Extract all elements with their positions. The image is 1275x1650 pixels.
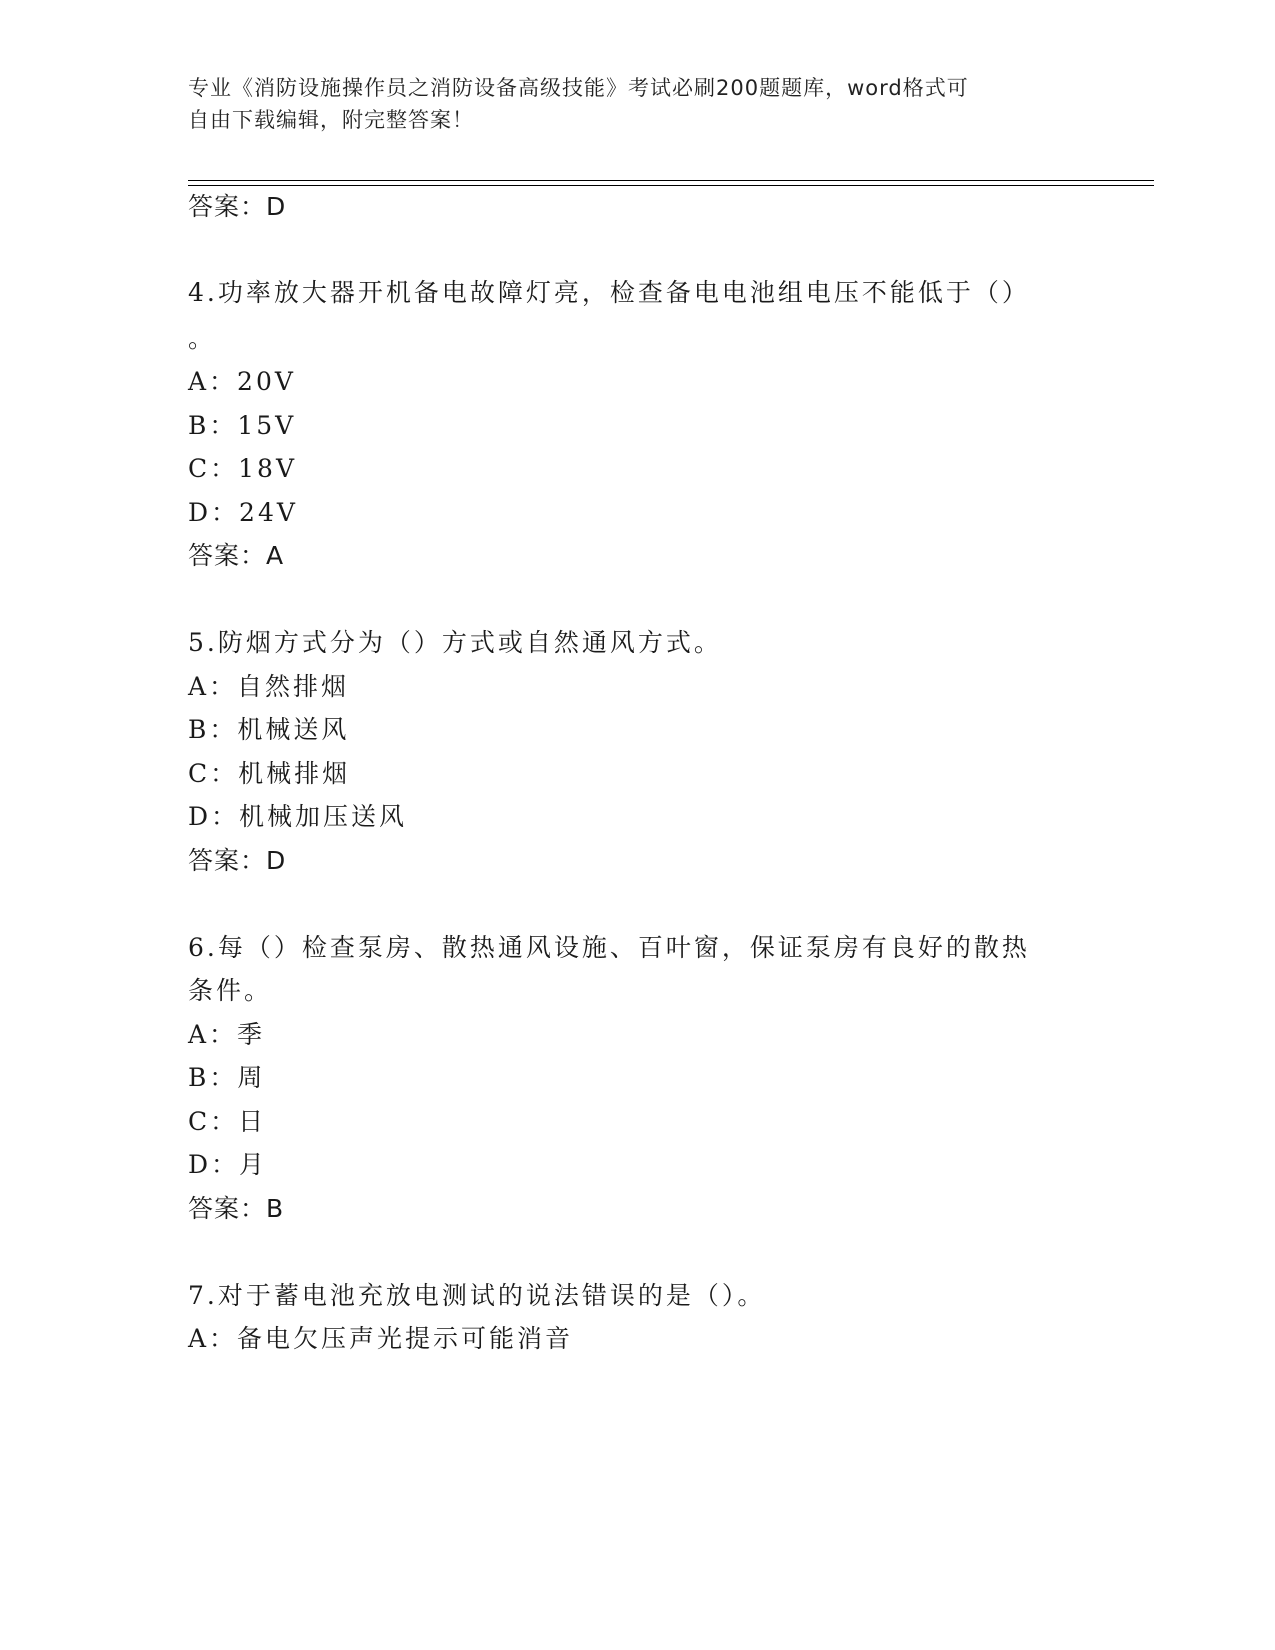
question-5-option-c: C：机械排烟 (188, 759, 351, 788)
question-4-stem-cont: 。 (188, 324, 217, 353)
question-5-option-b: B：机械送风 (188, 715, 350, 744)
question-5-option-d: D：机械加压送风 (188, 802, 408, 831)
document-header (188, 72, 1068, 136)
question-5-answer: 答案：D (188, 846, 287, 875)
previous-answer: 答案：D (188, 192, 287, 221)
header-divider-bottom (188, 185, 1154, 186)
header-line-1: 专业《消防设施操作员之消防设备高级技能》考试必刷200题题库，word格式可 (188, 76, 969, 100)
question-4-option-d: D：24V (188, 498, 298, 527)
question-4-answer: 答案：A (188, 541, 285, 570)
question-4-option-a: A：20V (188, 367, 296, 396)
question-4-option-b: B：15V (188, 411, 297, 440)
question-4-stem: 4.功率放大器开机备电故障灯亮，检查备电电池组电压不能低于（） (188, 278, 1030, 307)
header-line-2: 自由下载编辑，附完整答案！ (188, 108, 474, 132)
question-4-option-c: C：18V (188, 454, 297, 483)
question-5-stem: 5.防烟方式分为（）方式或自然通风方式。 (188, 628, 722, 657)
question-6-option-b: B：周 (188, 1063, 266, 1092)
question-6-option-a: A：季 (188, 1020, 266, 1049)
question-6-option-c: C：日 (188, 1107, 267, 1136)
question-6-stem-cont: 条件。 (188, 976, 273, 1005)
question-6-option-d: D：月 (188, 1150, 268, 1179)
question-6-answer: 答案：B (188, 1194, 285, 1223)
question-6-stem: 6.每（）检查泵房、散热通风设施、百叶窗，保证泵房有良好的散热 (188, 933, 1030, 962)
question-5-option-a: A：自然排烟 (188, 672, 350, 701)
question-7-stem: 7.对于蓄电池充放电测试的说法错误的是（）。 (188, 1281, 766, 1310)
question-7-option-a: A：备电欠压声光提示可能消音 (188, 1324, 574, 1353)
header-divider-top (188, 180, 1154, 181)
